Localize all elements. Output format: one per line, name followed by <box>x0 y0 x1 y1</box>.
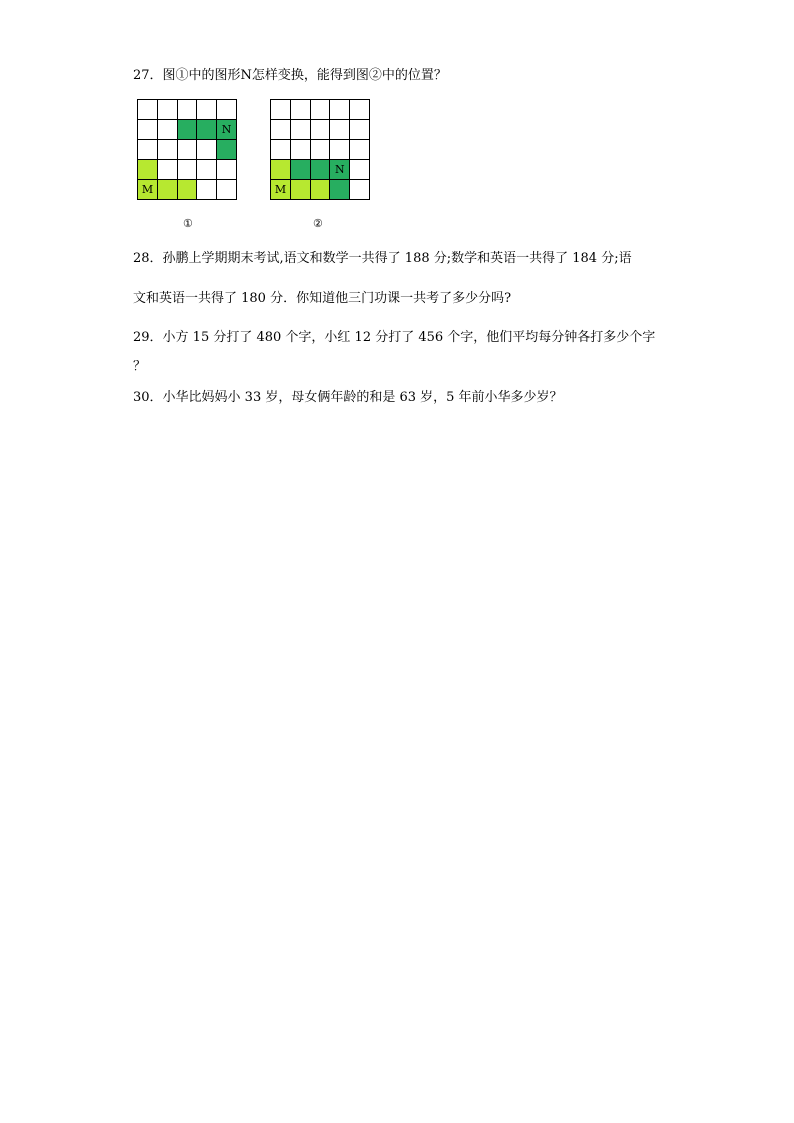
grid-cell <box>330 100 350 120</box>
question-29-line-2: ？ <box>133 359 147 374</box>
figure-1-caption: ① <box>183 217 193 230</box>
shape-m-cell <box>290 180 310 200</box>
grid-cell <box>350 100 370 120</box>
grid-cell <box>350 120 370 140</box>
grid-cell <box>217 160 237 180</box>
shape-n-cell <box>290 160 310 180</box>
grid-cell <box>290 120 310 140</box>
grid-cell <box>271 140 291 160</box>
grid-cell <box>157 100 177 120</box>
grid-cell <box>177 160 197 180</box>
grid-cell <box>310 140 330 160</box>
grid-cell <box>310 100 330 120</box>
shape-m-cell <box>157 180 177 200</box>
grid-cell <box>271 100 291 120</box>
shape-m-cell <box>177 180 197 200</box>
grid-cell <box>197 100 217 120</box>
grid-cell <box>217 100 237 120</box>
grid-cell <box>290 140 310 160</box>
grid-cell <box>350 180 370 200</box>
shape-m-label: M <box>271 180 291 200</box>
question-28-line-2: 文和英语一共得了 180 分．你知道他三门功课一共考了多少分吗? <box>133 291 512 306</box>
shape-n-label: N <box>330 160 350 180</box>
shape-m-cell <box>310 180 330 200</box>
grid-cell <box>290 100 310 120</box>
shape-m-label: M <box>138 180 158 200</box>
grid-cell <box>330 120 350 140</box>
grid-cell <box>197 140 217 160</box>
grid-cell <box>138 100 158 120</box>
grid-cell <box>177 100 197 120</box>
grid-cell <box>197 180 217 200</box>
shape-n-label: N <box>217 120 237 140</box>
shape-n-cell <box>330 180 350 200</box>
shape-n-cell <box>310 160 330 180</box>
question-30: 30．小华比妈妈小 33 岁，母女俩年龄的和是 63 岁，5 年前小华多少岁？ <box>133 390 563 405</box>
grid-cell <box>310 120 330 140</box>
shape-n-cell <box>217 140 237 160</box>
grid-figure-1 <box>137 99 237 200</box>
shape-m-cell <box>138 160 158 180</box>
shape-m-cell <box>271 160 291 180</box>
grid-cell <box>350 160 370 180</box>
grid-cell <box>177 140 197 160</box>
question-28-line-1: 28．孙鹏上学期期末考试,语文和数学一共得了 188 分;数学和英语一共得了 184 分;语 <box>133 251 632 266</box>
grid-cell <box>197 160 217 180</box>
grid-cell <box>138 120 158 140</box>
grid-cell <box>350 140 370 160</box>
grid-cell <box>217 180 237 200</box>
question-27: 27．图①中的图形N怎样变换，能得到图②中的位置？ <box>133 68 447 83</box>
grid-cell <box>157 160 177 180</box>
grid-cell <box>157 140 177 160</box>
shape-n-cell <box>177 120 197 140</box>
question-29-line-1: 29．小方 15 分打了 480 个字，小红 12 分打了 456 个字，他们平均每分钟各打多少个字 <box>133 330 656 345</box>
shape-n-cell <box>197 120 217 140</box>
grid-figure-2 <box>270 99 370 200</box>
grid-cell <box>271 120 291 140</box>
figure-2-caption: ② <box>313 217 323 230</box>
grid-cell <box>157 120 177 140</box>
grid-cell <box>138 140 158 160</box>
grid-cell <box>330 140 350 160</box>
